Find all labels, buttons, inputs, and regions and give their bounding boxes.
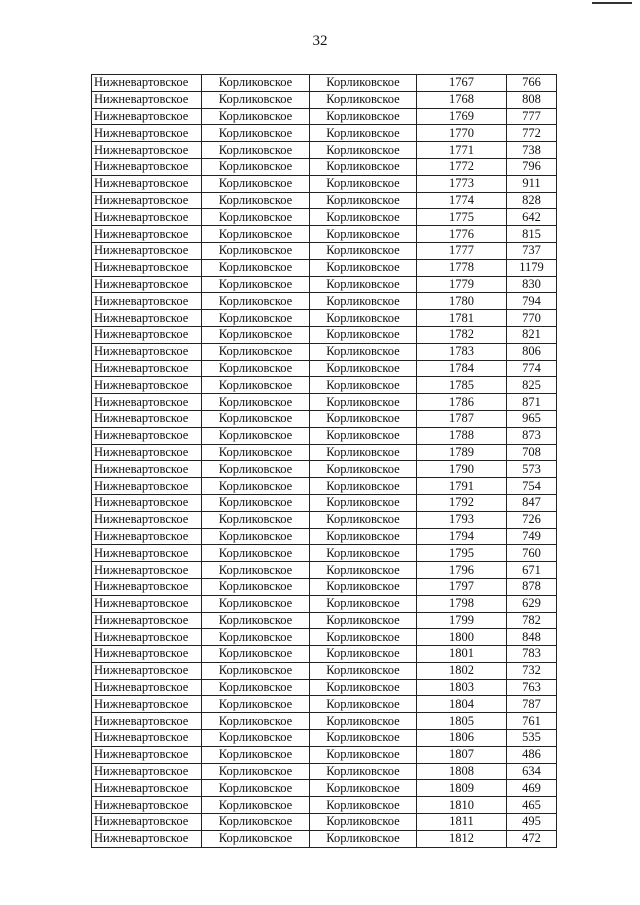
cell-value: 770 bbox=[507, 310, 557, 327]
registry-table bbox=[91, 74, 557, 848]
table-row bbox=[92, 696, 557, 713]
cell-value: 766 bbox=[507, 75, 557, 92]
cell-district: Нижневартовское bbox=[92, 75, 202, 92]
cell-district: Нижневартовское bbox=[92, 192, 202, 209]
cell-value: 732 bbox=[507, 662, 557, 679]
cell-well-number: 1767 bbox=[417, 75, 507, 92]
cell-license-area: Корликовское bbox=[202, 679, 310, 696]
cell-field: Корликовское bbox=[310, 511, 417, 528]
cell-district: Нижневартовское bbox=[92, 528, 202, 545]
cell-value: 965 bbox=[507, 410, 557, 427]
cell-license-area: Корликовское bbox=[202, 612, 310, 629]
cell-license-area: Корликовское bbox=[202, 293, 310, 310]
table-row bbox=[92, 209, 557, 226]
cell-district: Нижневартовское bbox=[92, 226, 202, 243]
table-row bbox=[92, 343, 557, 360]
cell-well-number: 1787 bbox=[417, 410, 507, 427]
cell-district: Нижневартовское bbox=[92, 545, 202, 562]
cell-field: Корликовское bbox=[310, 108, 417, 125]
table-row bbox=[92, 562, 557, 579]
cell-license-area: Корликовское bbox=[202, 360, 310, 377]
cell-well-number: 1771 bbox=[417, 142, 507, 159]
cell-value: 830 bbox=[507, 276, 557, 293]
cell-field: Корликовское bbox=[310, 75, 417, 92]
cell-well-number: 1793 bbox=[417, 511, 507, 528]
cell-well-number: 1779 bbox=[417, 276, 507, 293]
cell-field: Корликовское bbox=[310, 562, 417, 579]
cell-field: Корликовское bbox=[310, 276, 417, 293]
cell-well-number: 1782 bbox=[417, 326, 507, 343]
cell-license-area: Корликовское bbox=[202, 125, 310, 142]
cell-well-number: 1798 bbox=[417, 595, 507, 612]
cell-value: 708 bbox=[507, 444, 557, 461]
cell-field: Корликовское bbox=[310, 679, 417, 696]
cell-license-area: Корликовское bbox=[202, 461, 310, 478]
cell-well-number: 1780 bbox=[417, 293, 507, 310]
table-row bbox=[92, 142, 557, 159]
cell-license-area: Корликовское bbox=[202, 427, 310, 444]
cell-district: Нижневартовское bbox=[92, 578, 202, 595]
cell-well-number: 1792 bbox=[417, 494, 507, 511]
table-row bbox=[92, 763, 557, 780]
cell-value: 726 bbox=[507, 511, 557, 528]
cell-district: Нижневартовское bbox=[92, 629, 202, 646]
table-row bbox=[92, 410, 557, 427]
cell-license-area: Корликовское bbox=[202, 578, 310, 595]
cell-license-area: Корликовское bbox=[202, 646, 310, 663]
cell-license-area: Корликовское bbox=[202, 595, 310, 612]
cell-district: Нижневартовское bbox=[92, 108, 202, 125]
cell-value: 1179 bbox=[507, 259, 557, 276]
cell-value: 737 bbox=[507, 242, 557, 259]
cell-district: Нижневартовское bbox=[92, 158, 202, 175]
cell-value: 815 bbox=[507, 226, 557, 243]
table-row bbox=[92, 578, 557, 595]
cell-value: 783 bbox=[507, 646, 557, 663]
cell-license-area: Корликовское bbox=[202, 494, 310, 511]
cell-well-number: 1804 bbox=[417, 696, 507, 713]
table-row bbox=[92, 175, 557, 192]
cell-district: Нижневартовское bbox=[92, 91, 202, 108]
cell-district: Нижневартовское bbox=[92, 125, 202, 142]
cell-district: Нижневартовское bbox=[92, 730, 202, 747]
cell-district: Нижневартовское bbox=[92, 696, 202, 713]
table-row bbox=[92, 427, 557, 444]
cell-field: Корликовское bbox=[310, 696, 417, 713]
cell-value: 763 bbox=[507, 679, 557, 696]
cell-district: Нижневартовское bbox=[92, 814, 202, 831]
cell-value: 787 bbox=[507, 696, 557, 713]
table-row bbox=[92, 75, 557, 92]
cell-value: 825 bbox=[507, 377, 557, 394]
cell-value: 796 bbox=[507, 158, 557, 175]
table-row bbox=[92, 746, 557, 763]
cell-field: Корликовское bbox=[310, 310, 417, 327]
table-row bbox=[92, 713, 557, 730]
cell-field: Корликовское bbox=[310, 410, 417, 427]
cell-value: 535 bbox=[507, 730, 557, 747]
cell-license-area: Корликовское bbox=[202, 310, 310, 327]
cell-district: Нижневартовское bbox=[92, 360, 202, 377]
cell-license-area: Корликовское bbox=[202, 91, 310, 108]
cell-value: 642 bbox=[507, 209, 557, 226]
table-row bbox=[92, 293, 557, 310]
cell-field: Корликовское bbox=[310, 629, 417, 646]
cell-field: Корликовское bbox=[310, 192, 417, 209]
table-row bbox=[92, 276, 557, 293]
cell-district: Нижневартовское bbox=[92, 511, 202, 528]
cell-value: 472 bbox=[507, 830, 557, 847]
cell-license-area: Корликовское bbox=[202, 226, 310, 243]
cell-well-number: 1800 bbox=[417, 629, 507, 646]
cell-license-area: Корликовское bbox=[202, 478, 310, 495]
cell-field: Корликовское bbox=[310, 293, 417, 310]
cell-district: Нижневартовское bbox=[92, 377, 202, 394]
cell-district: Нижневартовское bbox=[92, 662, 202, 679]
cell-license-area: Корликовское bbox=[202, 830, 310, 847]
cell-field: Корликовское bbox=[310, 646, 417, 663]
cell-well-number: 1797 bbox=[417, 578, 507, 595]
cell-district: Нижневартовское bbox=[92, 797, 202, 814]
cell-district: Нижневартовское bbox=[92, 746, 202, 763]
table-row bbox=[92, 814, 557, 831]
cell-license-area: Корликовское bbox=[202, 545, 310, 562]
cell-field: Корликовское bbox=[310, 394, 417, 411]
cell-district: Нижневартовское bbox=[92, 646, 202, 663]
cell-value: 760 bbox=[507, 545, 557, 562]
table-row bbox=[92, 511, 557, 528]
cell-value: 808 bbox=[507, 91, 557, 108]
cell-district: Нижневартовское bbox=[92, 494, 202, 511]
cell-well-number: 1806 bbox=[417, 730, 507, 747]
cell-well-number: 1795 bbox=[417, 545, 507, 562]
table-row bbox=[92, 461, 557, 478]
cell-value: 573 bbox=[507, 461, 557, 478]
table-row bbox=[92, 377, 557, 394]
cell-license-area: Корликовское bbox=[202, 780, 310, 797]
cell-field: Корликовское bbox=[310, 545, 417, 562]
cell-district: Нижневартовское bbox=[92, 175, 202, 192]
cell-district: Нижневартовское bbox=[92, 830, 202, 847]
cell-license-area: Корликовское bbox=[202, 562, 310, 579]
cell-license-area: Корликовское bbox=[202, 242, 310, 259]
cell-district: Нижневартовское bbox=[92, 679, 202, 696]
cell-field: Корликовское bbox=[310, 461, 417, 478]
cell-well-number: 1799 bbox=[417, 612, 507, 629]
table-row bbox=[92, 259, 557, 276]
cell-well-number: 1791 bbox=[417, 478, 507, 495]
cell-district: Нижневартовское bbox=[92, 293, 202, 310]
cell-well-number: 1811 bbox=[417, 814, 507, 831]
cell-district: Нижневартовское bbox=[92, 394, 202, 411]
table-row bbox=[92, 730, 557, 747]
cell-field: Корликовское bbox=[310, 578, 417, 595]
cell-field: Корликовское bbox=[310, 242, 417, 259]
cell-field: Корликовское bbox=[310, 713, 417, 730]
cell-well-number: 1772 bbox=[417, 158, 507, 175]
cell-field: Корликовское bbox=[310, 478, 417, 495]
table-row bbox=[92, 780, 557, 797]
cell-value: 828 bbox=[507, 192, 557, 209]
cell-field: Корликовское bbox=[310, 158, 417, 175]
table-row bbox=[92, 679, 557, 696]
cell-district: Нижневартовское bbox=[92, 562, 202, 579]
cell-license-area: Корликовское bbox=[202, 175, 310, 192]
table-row bbox=[92, 125, 557, 142]
cell-license-area: Корликовское bbox=[202, 209, 310, 226]
cell-value: 821 bbox=[507, 326, 557, 343]
cell-value: 772 bbox=[507, 125, 557, 142]
cell-field: Корликовское bbox=[310, 595, 417, 612]
cell-license-area: Корликовское bbox=[202, 276, 310, 293]
cell-well-number: 1805 bbox=[417, 713, 507, 730]
cell-district: Нижневартовское bbox=[92, 343, 202, 360]
cell-well-number: 1784 bbox=[417, 360, 507, 377]
cell-value: 754 bbox=[507, 478, 557, 495]
cell-district: Нижневартовское bbox=[92, 595, 202, 612]
cell-license-area: Корликовское bbox=[202, 75, 310, 92]
cell-well-number: 1786 bbox=[417, 394, 507, 411]
cell-field: Корликовское bbox=[310, 814, 417, 831]
cell-well-number: 1778 bbox=[417, 259, 507, 276]
cell-value: 465 bbox=[507, 797, 557, 814]
cell-license-area: Корликовское bbox=[202, 343, 310, 360]
cell-license-area: Корликовское bbox=[202, 629, 310, 646]
table-row bbox=[92, 797, 557, 814]
cell-field: Корликовское bbox=[310, 343, 417, 360]
cell-well-number: 1794 bbox=[417, 528, 507, 545]
cell-field: Корликовское bbox=[310, 125, 417, 142]
cell-field: Корликовское bbox=[310, 746, 417, 763]
cell-value: 774 bbox=[507, 360, 557, 377]
cell-district: Нижневартовское bbox=[92, 444, 202, 461]
cell-value: 738 bbox=[507, 142, 557, 159]
cell-well-number: 1809 bbox=[417, 780, 507, 797]
cell-value: 671 bbox=[507, 562, 557, 579]
cell-district: Нижневартовское bbox=[92, 209, 202, 226]
cell-district: Нижневартовское bbox=[92, 259, 202, 276]
cell-value: 847 bbox=[507, 494, 557, 511]
cell-field: Корликовское bbox=[310, 326, 417, 343]
cell-value: 634 bbox=[507, 763, 557, 780]
cell-license-area: Корликовское bbox=[202, 192, 310, 209]
cell-well-number: 1775 bbox=[417, 209, 507, 226]
cell-value: 794 bbox=[507, 293, 557, 310]
cell-field: Корликовское bbox=[310, 797, 417, 814]
cell-field: Корликовское bbox=[310, 528, 417, 545]
cell-well-number: 1770 bbox=[417, 125, 507, 142]
cell-field: Корликовское bbox=[310, 226, 417, 243]
cell-license-area: Корликовское bbox=[202, 662, 310, 679]
cell-well-number: 1810 bbox=[417, 797, 507, 814]
cell-field: Корликовское bbox=[310, 377, 417, 394]
cell-value: 871 bbox=[507, 394, 557, 411]
cell-value: 761 bbox=[507, 713, 557, 730]
cell-value: 782 bbox=[507, 612, 557, 629]
cell-field: Корликовское bbox=[310, 662, 417, 679]
cell-well-number: 1803 bbox=[417, 679, 507, 696]
cell-license-area: Корликовское bbox=[202, 730, 310, 747]
cell-well-number: 1789 bbox=[417, 444, 507, 461]
cell-district: Нижневартовское bbox=[92, 326, 202, 343]
cell-district: Нижневартовское bbox=[92, 276, 202, 293]
cell-license-area: Корликовское bbox=[202, 410, 310, 427]
cell-district: Нижневартовское bbox=[92, 427, 202, 444]
cell-well-number: 1802 bbox=[417, 662, 507, 679]
cell-well-number: 1783 bbox=[417, 343, 507, 360]
cell-district: Нижневартовское bbox=[92, 410, 202, 427]
cell-field: Корликовское bbox=[310, 830, 417, 847]
table-row bbox=[92, 612, 557, 629]
cell-well-number: 1768 bbox=[417, 91, 507, 108]
registry-table-body bbox=[92, 75, 557, 848]
cell-value: 911 bbox=[507, 175, 557, 192]
cell-license-area: Корликовское bbox=[202, 696, 310, 713]
cell-value: 873 bbox=[507, 427, 557, 444]
cell-district: Нижневартовское bbox=[92, 780, 202, 797]
cell-value: 629 bbox=[507, 595, 557, 612]
cell-license-area: Корликовское bbox=[202, 158, 310, 175]
cell-license-area: Корликовское bbox=[202, 326, 310, 343]
cell-license-area: Корликовское bbox=[202, 108, 310, 125]
cell-field: Корликовское bbox=[310, 91, 417, 108]
cell-license-area: Корликовское bbox=[202, 746, 310, 763]
cell-field: Корликовское bbox=[310, 360, 417, 377]
table-row bbox=[92, 310, 557, 327]
cell-field: Корликовское bbox=[310, 763, 417, 780]
cell-field: Корликовское bbox=[310, 259, 417, 276]
cell-well-number: 1790 bbox=[417, 461, 507, 478]
cell-well-number: 1773 bbox=[417, 175, 507, 192]
table-row bbox=[92, 646, 557, 663]
cell-well-number: 1788 bbox=[417, 427, 507, 444]
cell-value: 806 bbox=[507, 343, 557, 360]
table-row bbox=[92, 326, 557, 343]
cell-field: Корликовское bbox=[310, 444, 417, 461]
cell-district: Нижневартовское bbox=[92, 310, 202, 327]
cell-value: 486 bbox=[507, 746, 557, 763]
cell-district: Нижневартовское bbox=[92, 142, 202, 159]
cell-well-number: 1777 bbox=[417, 242, 507, 259]
table-row bbox=[92, 192, 557, 209]
table-row bbox=[92, 528, 557, 545]
cell-field: Корликовское bbox=[310, 427, 417, 444]
cell-value: 495 bbox=[507, 814, 557, 831]
cell-license-area: Корликовское bbox=[202, 394, 310, 411]
table-row bbox=[92, 242, 557, 259]
table-row bbox=[92, 830, 557, 847]
cell-well-number: 1785 bbox=[417, 377, 507, 394]
cell-license-area: Корликовское bbox=[202, 528, 310, 545]
cell-district: Нижневартовское bbox=[92, 242, 202, 259]
table-row bbox=[92, 360, 557, 377]
cell-value: 749 bbox=[507, 528, 557, 545]
table-row bbox=[92, 595, 557, 612]
table-row bbox=[92, 545, 557, 562]
table-row bbox=[92, 158, 557, 175]
cell-license-area: Корликовское bbox=[202, 763, 310, 780]
cell-license-area: Корликовское bbox=[202, 444, 310, 461]
cell-field: Корликовское bbox=[310, 209, 417, 226]
cell-well-number: 1796 bbox=[417, 562, 507, 579]
table-row bbox=[92, 662, 557, 679]
table-row bbox=[92, 494, 557, 511]
cell-field: Корликовское bbox=[310, 730, 417, 747]
table-row bbox=[92, 629, 557, 646]
cell-value: 777 bbox=[507, 108, 557, 125]
table-row bbox=[92, 226, 557, 243]
cell-well-number: 1769 bbox=[417, 108, 507, 125]
cell-well-number: 1781 bbox=[417, 310, 507, 327]
cell-license-area: Корликовское bbox=[202, 511, 310, 528]
cell-district: Нижневартовское bbox=[92, 612, 202, 629]
cell-license-area: Корликовское bbox=[202, 814, 310, 831]
cell-field: Корликовское bbox=[310, 494, 417, 511]
cell-value: 878 bbox=[507, 578, 557, 595]
cell-field: Корликовское bbox=[310, 175, 417, 192]
cell-field: Корликовское bbox=[310, 780, 417, 797]
cell-well-number: 1807 bbox=[417, 746, 507, 763]
table-row bbox=[92, 394, 557, 411]
cell-well-number: 1812 bbox=[417, 830, 507, 847]
cell-value: 848 bbox=[507, 629, 557, 646]
table-row bbox=[92, 444, 557, 461]
cell-district: Нижневартовское bbox=[92, 713, 202, 730]
cell-license-area: Корликовское bbox=[202, 259, 310, 276]
page-number: 32 bbox=[312, 33, 328, 49]
cell-district: Нижневартовское bbox=[92, 763, 202, 780]
table-row bbox=[92, 108, 557, 125]
table-row bbox=[92, 91, 557, 108]
scan-corner-mark bbox=[592, 2, 632, 7]
cell-field: Корликовское bbox=[310, 142, 417, 159]
cell-district: Нижневартовское bbox=[92, 461, 202, 478]
table-row bbox=[92, 478, 557, 495]
cell-license-area: Корликовское bbox=[202, 797, 310, 814]
cell-license-area: Корликовское bbox=[202, 713, 310, 730]
cell-value: 469 bbox=[507, 780, 557, 797]
cell-field: Корликовское bbox=[310, 612, 417, 629]
cell-well-number: 1801 bbox=[417, 646, 507, 663]
cell-well-number: 1776 bbox=[417, 226, 507, 243]
cell-well-number: 1774 bbox=[417, 192, 507, 209]
cell-license-area: Корликовское bbox=[202, 377, 310, 394]
cell-district: Нижневартовское bbox=[92, 478, 202, 495]
cell-license-area: Корликовское bbox=[202, 142, 310, 159]
cell-well-number: 1808 bbox=[417, 763, 507, 780]
